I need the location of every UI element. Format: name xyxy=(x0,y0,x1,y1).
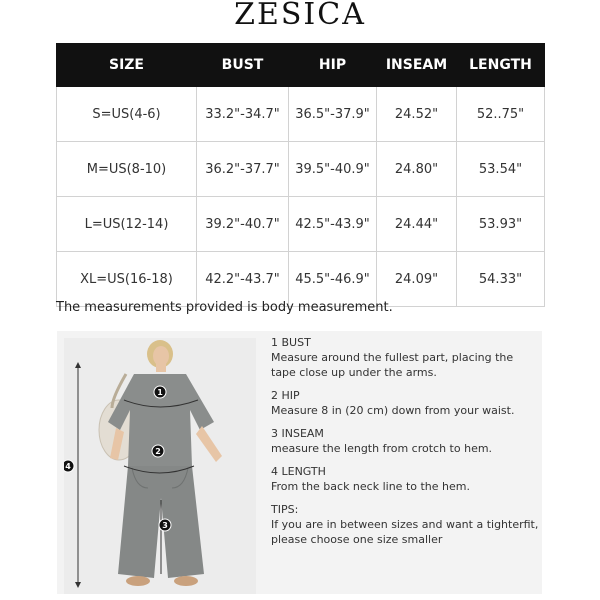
cell-length: 53.54" xyxy=(457,142,545,197)
measurement-instructions xyxy=(271,335,541,555)
cell-hip: 39.5"-40.9" xyxy=(289,142,377,197)
cell-size: XL=US(16-18) xyxy=(57,252,197,307)
cell-bust: 39.2"-40.7" xyxy=(197,197,289,252)
instruction-text: measure the length from crotch to hem. xyxy=(271,442,493,455)
instruction-length xyxy=(271,464,541,494)
table-row xyxy=(57,142,545,197)
cell-bust: 36.2"-37.7" xyxy=(197,142,289,197)
marker-hip xyxy=(152,445,164,457)
instruction-inseam xyxy=(271,426,541,456)
cell-length: 53.93" xyxy=(457,197,545,252)
cell-inseam: 24.09" xyxy=(377,252,457,307)
instruction-title: 4 LENGTH xyxy=(271,465,326,478)
instruction-bust xyxy=(271,335,541,380)
marker-bust xyxy=(154,386,166,398)
brand-logo: ZESICA xyxy=(234,0,366,32)
cell-inseam: 24.44" xyxy=(377,197,457,252)
cell-hip: 36.5"-37.9" xyxy=(289,87,377,142)
cell-size: L=US(12-14) xyxy=(57,197,197,252)
svg-text:1: 1 xyxy=(157,388,163,397)
instruction-title: TIPS: xyxy=(271,503,299,516)
cell-length: 54.33" xyxy=(457,252,545,307)
instruction-title: 1 BUST xyxy=(271,336,311,349)
instruction-text: Measure 8 in (20 cm) down from your waist. xyxy=(271,404,515,417)
cell-inseam: 24.80" xyxy=(377,142,457,197)
cell-size: S=US(4-6) xyxy=(57,87,197,142)
instruction-title: 2 HIP xyxy=(271,389,300,402)
header-hip: HIP xyxy=(289,44,377,87)
model-illustration xyxy=(64,338,256,594)
svg-text:2: 2 xyxy=(155,447,161,456)
instruction-text: Measure around the fullest part, placing the tape close up under the arms. xyxy=(271,351,514,379)
instruction-tips xyxy=(271,502,541,547)
model-photo xyxy=(64,338,256,594)
svg-text:4: 4 xyxy=(65,462,71,471)
size-chart-table xyxy=(56,43,545,307)
cell-inseam: 24.52" xyxy=(377,87,457,142)
header-inseam: INSEAM xyxy=(377,44,457,87)
instruction-text: If you are in between sizes and want a tighterfit, please choose one size smaller xyxy=(271,518,539,546)
cell-length: 52..75" xyxy=(457,87,545,142)
header-size: SIZE xyxy=(57,44,197,87)
table-row xyxy=(57,252,545,307)
instruction-hip xyxy=(271,388,541,418)
cell-hip: 45.5"-46.9" xyxy=(289,252,377,307)
instruction-title: 3 INSEAM xyxy=(271,427,324,440)
marker-inseam xyxy=(159,519,171,531)
marker-length xyxy=(64,460,74,472)
cell-bust: 33.2"-34.7" xyxy=(197,87,289,142)
cell-hip: 42.5"-43.9" xyxy=(289,197,377,252)
table-row xyxy=(57,197,545,252)
instruction-text: From the back neck line to the hem. xyxy=(271,480,470,493)
measurement-note: The measurements provided is body measurement. xyxy=(56,300,393,315)
header-bust: BUST xyxy=(197,44,289,87)
table-row xyxy=(57,87,545,142)
cell-size: M=US(8-10) xyxy=(57,142,197,197)
cell-bust: 42.2"-43.7" xyxy=(197,252,289,307)
header-length: LENGTH xyxy=(457,44,545,87)
table-header-row xyxy=(57,44,545,87)
svg-text:3: 3 xyxy=(162,521,168,530)
